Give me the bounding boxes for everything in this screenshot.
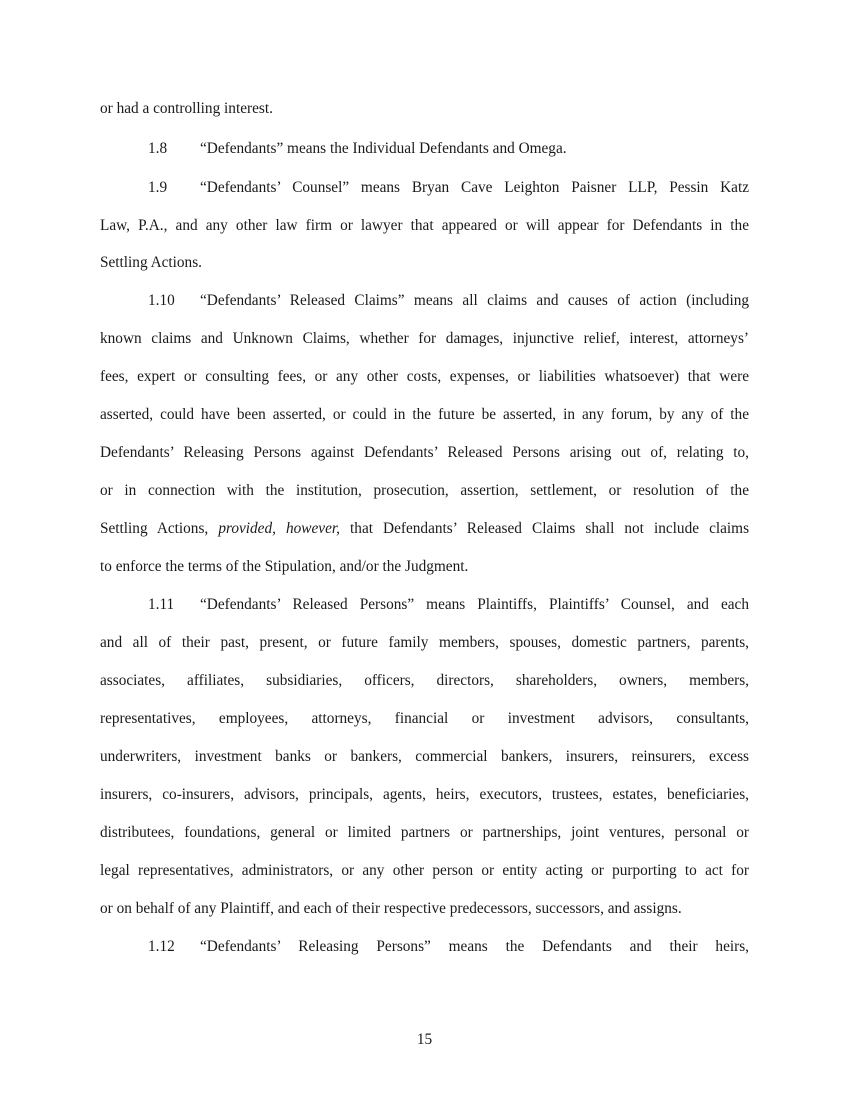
text-line: representatives, employees, attorneys, financial or investment advisors, consultants,	[100, 710, 749, 727]
text-line: legal representatives, administrators, or any other person or entity acting or purporting to act for	[100, 862, 749, 879]
text-line: or on behalf of any Plaintiff, and each of their respective predecessors, successors, and assigns.	[100, 900, 682, 917]
text-line: Defendants’ Releasing Persons against Defendants’ Released Persons arising out of, relating to,	[100, 444, 749, 461]
definition-1-11	[148, 595, 749, 615]
definition-1-8	[148, 139, 749, 159]
section-number: 1.11	[148, 596, 175, 613]
definition-1-10	[148, 291, 749, 311]
text-line: fees, expert or consulting fees, or any other costs, expenses, or liabilities whatsoever) that were	[100, 368, 749, 385]
section-number: 1.9	[148, 179, 168, 196]
text-line: or in connection with the institution, prosecution, assertion, settlement, or resolution of the	[100, 482, 749, 499]
definition-text: “Defendants’ Released Persons” means Plaintiffs, Plaintiffs’ Counsel, and each	[200, 596, 749, 613]
text-fragment: Settling Actions,	[100, 520, 209, 537]
text-line: underwriters, investment banks or bankers, commercial bankers, insurers, reinsurers, excess	[100, 748, 749, 765]
section-number: 1.8	[148, 140, 168, 157]
text-line: known claims and Unknown Claims, whether for damages, injunctive relief, interest, attorneys’	[100, 330, 749, 347]
text-line: or had a controlling interest.	[100, 100, 273, 117]
definition-1-12	[148, 937, 749, 957]
text-line: Law, P.A., and any other law firm or lawyer that appeared or will appear for Defendants in the	[100, 217, 749, 234]
italic-phrase: provided, however,	[218, 520, 340, 537]
text-line: associates, affiliates, subsidiaries, officers, directors, shareholders, owners, members,	[100, 672, 749, 689]
text-fragment: that Defendants’ Released Claims shall not include claims	[350, 520, 750, 537]
text-line: insurers, co-insurers, advisors, principals, agents, heirs, executors, trustees, estates, beneficiaries,	[100, 786, 749, 803]
definition-text: “Defendants” means the Individual Defendants and Omega.	[200, 140, 567, 157]
section-number: 1.10	[148, 292, 175, 309]
text-line	[100, 519, 749, 539]
text-line: to enforce the terms of the Stipulation, and/or the Judgment.	[100, 558, 469, 575]
text-line: distributees, foundations, general or limited partners or partnerships, joint ventures, personal or	[100, 824, 749, 841]
definition-text: “Defendants’ Counsel” means Bryan Cave Leighton Paisner LLP, Pessin Katz	[200, 179, 749, 196]
text-line: Settling Actions.	[100, 254, 202, 271]
text-line: and all of their past, present, or future family members, spouses, domestic partners, parents,	[100, 634, 749, 651]
definition-1-9	[148, 178, 749, 198]
section-number: 1.12	[148, 938, 175, 955]
page-number: 15	[416, 1031, 433, 1048]
text-line: asserted, could have been asserted, or could in the future be asserted, in any forum, by any of the	[100, 406, 749, 423]
definition-text: “Defendants’ Released Claims” means all claims and causes of action (including	[200, 292, 749, 309]
definition-text: “Defendants’ Releasing Persons” means the Defendants and their heirs,	[200, 938, 749, 955]
